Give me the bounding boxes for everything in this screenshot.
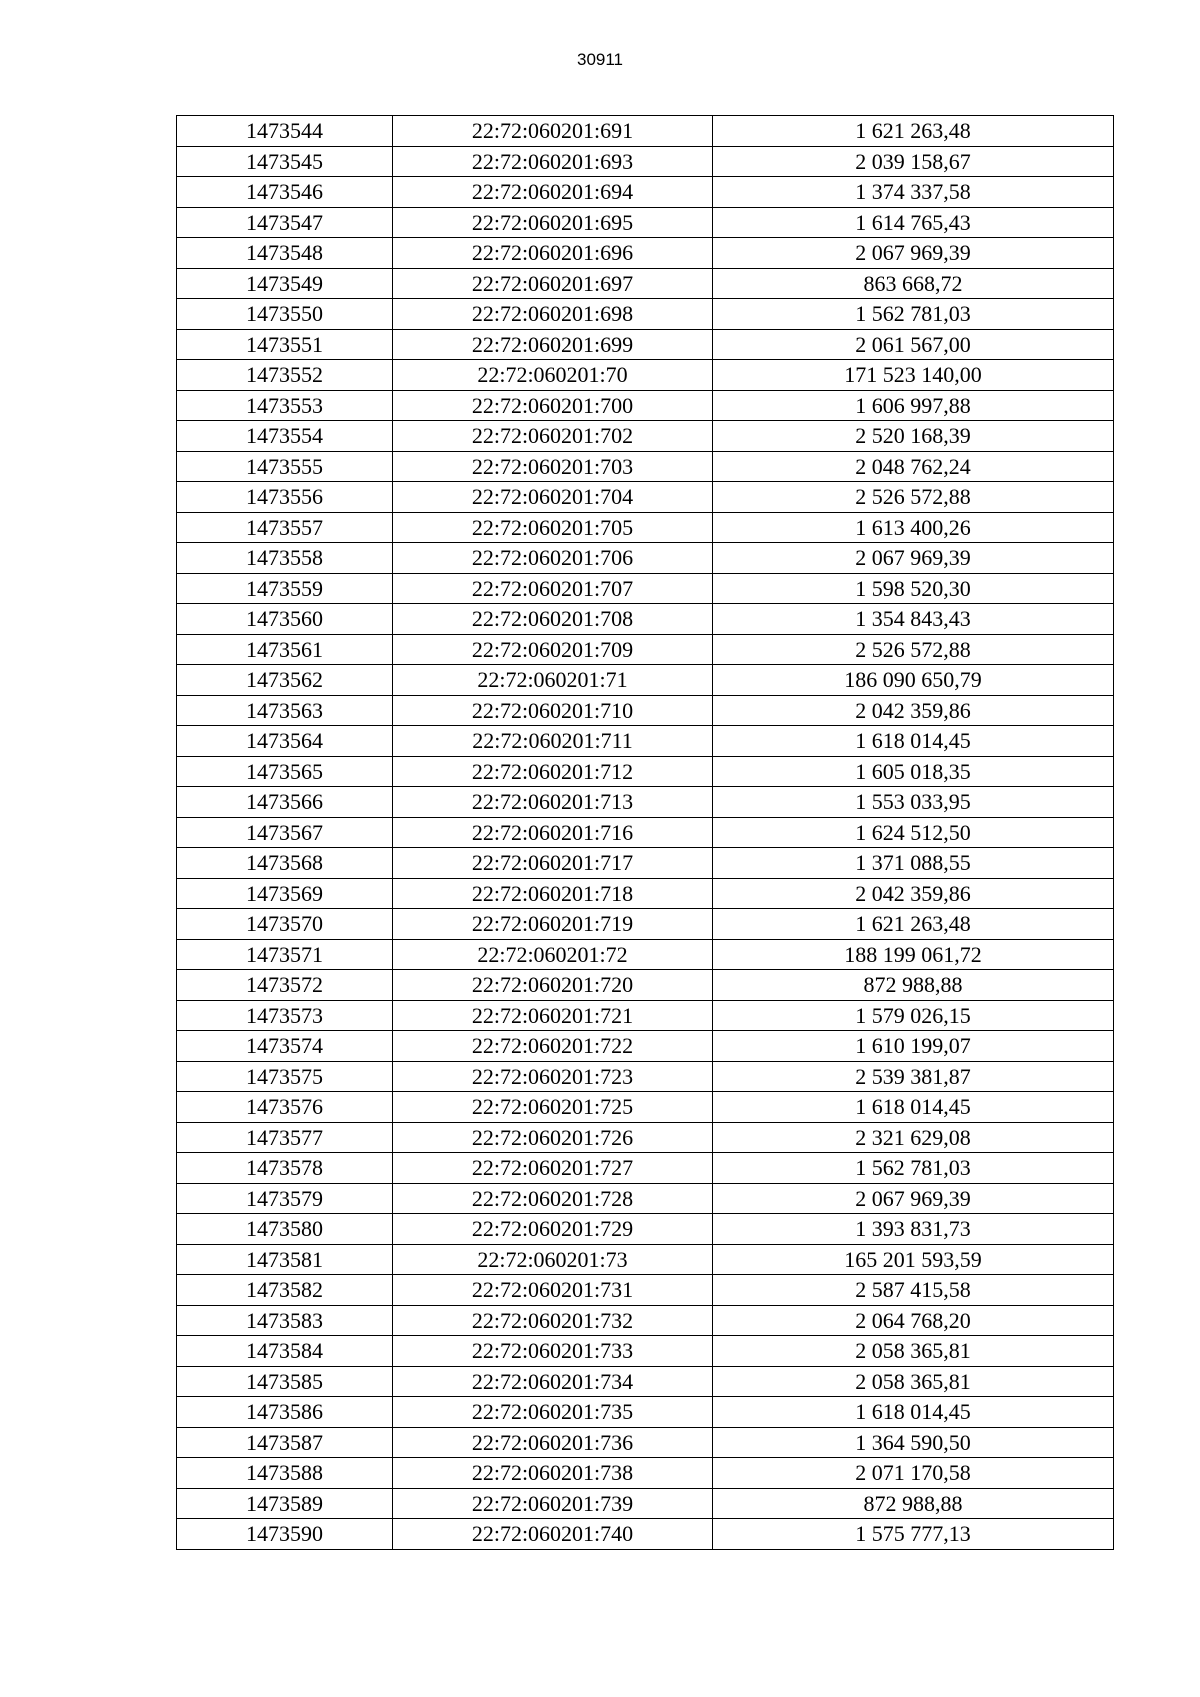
table-row [177,878,1114,909]
table-row [177,909,1114,940]
cadastral-number-cell: 22:72:060201:733 [393,1336,713,1367]
row-number-cell: 1473562 [177,665,393,696]
table-row [177,1305,1114,1336]
cadastral-value-cell: 2 048 762,24 [713,451,1114,482]
table-row [177,451,1114,482]
cadastral-value-cell: 863 668,72 [713,268,1114,299]
row-number-cell: 1473568 [177,848,393,879]
row-number-cell: 1473565 [177,756,393,787]
cadastral-number-cell: 22:72:060201:718 [393,878,713,909]
cadastral-value-cell: 1 364 590,50 [713,1427,1114,1458]
cadastral-value-cell: 1 610 199,07 [713,1031,1114,1062]
table-row [177,573,1114,604]
table-row [177,1153,1114,1184]
cadastral-value-cell: 171 523 140,00 [713,360,1114,391]
table-row [177,177,1114,208]
row-number-cell: 1473544 [177,116,393,147]
row-number-cell: 1473579 [177,1183,393,1214]
row-number-cell: 1473569 [177,878,393,909]
table-row [177,421,1114,452]
row-number-cell: 1473584 [177,1336,393,1367]
row-number-cell: 1473546 [177,177,393,208]
row-number-cell: 1473566 [177,787,393,818]
cadastral-value-cell: 2 539 381,87 [713,1061,1114,1092]
table-row [177,1183,1114,1214]
cadastral-number-cell: 22:72:060201:738 [393,1458,713,1489]
table-row [177,1061,1114,1092]
row-number-cell: 1473586 [177,1397,393,1428]
table-row [177,299,1114,330]
row-number-cell: 1473563 [177,695,393,726]
cadastral-number-cell: 22:72:060201:719 [393,909,713,940]
cadastral-value-cell: 1 618 014,45 [713,1092,1114,1123]
row-number-cell: 1473548 [177,238,393,269]
table-row [177,1366,1114,1397]
cadastral-value-cell: 1 374 337,58 [713,177,1114,208]
cadastral-value-cell: 2 526 572,88 [713,634,1114,665]
cadastral-number-cell: 22:72:060201:736 [393,1427,713,1458]
table-row [177,787,1114,818]
cadastral-value-cell: 1 613 400,26 [713,512,1114,543]
row-number-cell: 1473567 [177,817,393,848]
cadastral-number-cell: 22:72:060201:735 [393,1397,713,1428]
cadastral-number-cell: 22:72:060201:700 [393,390,713,421]
table-row [177,482,1114,513]
table-row [177,726,1114,757]
cadastral-value-cell: 2 042 359,86 [713,878,1114,909]
row-number-cell: 1473564 [177,726,393,757]
cadastral-value-cell: 1 562 781,03 [713,299,1114,330]
cadastral-value-cell: 2 587 415,58 [713,1275,1114,1306]
cadastral-number-cell: 22:72:060201:729 [393,1214,713,1245]
cadastral-value-cell: 1 621 263,48 [713,909,1114,940]
cadastral-number-cell: 22:72:060201:721 [393,1000,713,1031]
cadastral-value-cell: 186 090 650,79 [713,665,1114,696]
table-row [177,116,1114,147]
cadastral-number-cell: 22:72:060201:693 [393,146,713,177]
table-row [177,634,1114,665]
row-number-cell: 1473588 [177,1458,393,1489]
cadastral-number-cell: 22:72:060201:70 [393,360,713,391]
cadastral-value-cell: 1 621 263,48 [713,116,1114,147]
row-number-cell: 1473583 [177,1305,393,1336]
table-row [177,1336,1114,1367]
table-row [177,360,1114,391]
cadastral-value-cell: 2 064 768,20 [713,1305,1114,1336]
table-row [177,1397,1114,1428]
cadastral-number-cell: 22:72:060201:722 [393,1031,713,1062]
row-number-cell: 1473576 [177,1092,393,1123]
table-row [177,848,1114,879]
cadastral-number-cell: 22:72:060201:727 [393,1153,713,1184]
table-row [177,512,1114,543]
cadastral-value-cell: 872 988,88 [713,970,1114,1001]
cadastral-value-cell: 2 067 969,39 [713,238,1114,269]
row-number-cell: 1473572 [177,970,393,1001]
cadastral-value-cell: 2 067 969,39 [713,1183,1114,1214]
cadastral-number-cell: 22:72:060201:709 [393,634,713,665]
row-number-cell: 1473557 [177,512,393,543]
cadastral-number-cell: 22:72:060201:695 [393,207,713,238]
cadastral-number-cell: 22:72:060201:699 [393,329,713,360]
row-number-cell: 1473554 [177,421,393,452]
row-number-cell: 1473587 [177,1427,393,1458]
cadastral-value-cell: 2 061 567,00 [713,329,1114,360]
cadastral-value-cell: 188 199 061,72 [713,939,1114,970]
cadastral-number-cell: 22:72:060201:712 [393,756,713,787]
row-number-cell: 1473547 [177,207,393,238]
cadastral-value-cell: 1 371 088,55 [713,848,1114,879]
table-row [177,1092,1114,1123]
row-number-cell: 1473590 [177,1519,393,1550]
cadastral-number-cell: 22:72:060201:706 [393,543,713,574]
cadastral-number-cell: 22:72:060201:705 [393,512,713,543]
cadastral-number-cell: 22:72:060201:703 [393,451,713,482]
table-row [177,970,1114,1001]
cadastral-number-cell: 22:72:060201:711 [393,726,713,757]
cadastral-value-cell: 2 067 969,39 [713,543,1114,574]
cadastral-number-cell: 22:72:060201:717 [393,848,713,879]
row-number-cell: 1473578 [177,1153,393,1184]
cadastral-value-cell: 2 526 572,88 [713,482,1114,513]
table-row [177,207,1114,238]
cadastral-number-cell: 22:72:060201:704 [393,482,713,513]
cadastral-number-cell: 22:72:060201:732 [393,1305,713,1336]
row-number-cell: 1473580 [177,1214,393,1245]
row-number-cell: 1473556 [177,482,393,513]
cadastral-number-cell: 22:72:060201:734 [393,1366,713,1397]
table-row [177,1000,1114,1031]
cadastral-value-table [176,115,1114,1550]
row-number-cell: 1473573 [177,1000,393,1031]
table-body [177,116,1114,1550]
cadastral-number-cell: 22:72:060201:739 [393,1488,713,1519]
cadastral-number-cell: 22:72:060201:72 [393,939,713,970]
row-number-cell: 1473574 [177,1031,393,1062]
table-row [177,390,1114,421]
table-row [177,817,1114,848]
table-row [177,1427,1114,1458]
cadastral-number-cell: 22:72:060201:697 [393,268,713,299]
row-number-cell: 1473561 [177,634,393,665]
cadastral-number-cell: 22:72:060201:696 [393,238,713,269]
table-row [177,543,1114,574]
cadastral-value-cell: 2 058 365,81 [713,1336,1114,1367]
cadastral-number-cell: 22:72:060201:728 [393,1183,713,1214]
table-row [177,238,1114,269]
row-number-cell: 1473571 [177,939,393,970]
table-row [177,1519,1114,1550]
row-number-cell: 1473585 [177,1366,393,1397]
row-number-cell: 1473575 [177,1061,393,1092]
table-row [177,1458,1114,1489]
row-number-cell: 1473550 [177,299,393,330]
cadastral-value-cell: 2 321 629,08 [713,1122,1114,1153]
cadastral-value-cell: 1 618 014,45 [713,726,1114,757]
cadastral-value-cell: 1 618 014,45 [713,1397,1114,1428]
cadastral-value-cell: 2 071 170,58 [713,1458,1114,1489]
cadastral-number-cell: 22:72:060201:723 [393,1061,713,1092]
table-row [177,665,1114,696]
cadastral-value-cell: 1 393 831,73 [713,1214,1114,1245]
cadastral-number-cell: 22:72:060201:720 [393,970,713,1001]
row-number-cell: 1473570 [177,909,393,940]
table-row [177,604,1114,635]
row-number-cell: 1473577 [177,1122,393,1153]
cadastral-number-cell: 22:72:060201:694 [393,177,713,208]
cadastral-value-cell: 1 624 512,50 [713,817,1114,848]
row-number-cell: 1473558 [177,543,393,574]
row-number-cell: 1473555 [177,451,393,482]
table-row [177,756,1114,787]
row-number-cell: 1473582 [177,1275,393,1306]
cadastral-number-cell: 22:72:060201:73 [393,1244,713,1275]
row-number-cell: 1473549 [177,268,393,299]
cadastral-value-cell: 1 614 765,43 [713,207,1114,238]
row-number-cell: 1473581 [177,1244,393,1275]
cadastral-value-cell: 1 579 026,15 [713,1000,1114,1031]
row-number-cell: 1473545 [177,146,393,177]
table-row [177,1244,1114,1275]
cadastral-number-cell: 22:72:060201:725 [393,1092,713,1123]
cadastral-number-cell: 22:72:060201:707 [393,573,713,604]
row-number-cell: 1473589 [177,1488,393,1519]
cadastral-value-cell: 2 058 365,81 [713,1366,1114,1397]
cadastral-number-cell: 22:72:060201:710 [393,695,713,726]
cadastral-value-cell: 1 553 033,95 [713,787,1114,818]
cadastral-number-cell: 22:72:060201:731 [393,1275,713,1306]
cadastral-value-cell: 1 598 520,30 [713,573,1114,604]
row-number-cell: 1473559 [177,573,393,604]
table-row [177,329,1114,360]
cadastral-value-cell: 2 039 158,67 [713,146,1114,177]
cadastral-value-cell: 1 605 018,35 [713,756,1114,787]
table-row [177,1275,1114,1306]
table-row [177,1031,1114,1062]
cadastral-number-cell: 22:72:060201:708 [393,604,713,635]
cadastral-number-cell: 22:72:060201:713 [393,787,713,818]
page-number: 30911 [576,50,623,69]
cadastral-value-cell: 1 354 843,43 [713,604,1114,635]
cadastral-value-cell: 2 520 168,39 [713,421,1114,452]
cadastral-value-cell: 1 606 997,88 [713,390,1114,421]
row-number-cell: 1473551 [177,329,393,360]
cadastral-number-cell: 22:72:060201:698 [393,299,713,330]
cadastral-value-cell: 872 988,88 [713,1488,1114,1519]
table-row [177,1488,1114,1519]
row-number-cell: 1473553 [177,390,393,421]
cadastral-number-cell: 22:72:060201:702 [393,421,713,452]
table-row [177,695,1114,726]
table-row [177,146,1114,177]
cadastral-value-cell: 1 575 777,13 [713,1519,1114,1550]
cadastral-number-cell: 22:72:060201:726 [393,1122,713,1153]
cadastral-number-cell: 22:72:060201:691 [393,116,713,147]
table-row [177,268,1114,299]
cadastral-value-cell: 165 201 593,59 [713,1244,1114,1275]
cadastral-number-cell: 22:72:060201:716 [393,817,713,848]
cadastral-value-cell: 2 042 359,86 [713,695,1114,726]
row-number-cell: 1473552 [177,360,393,391]
row-number-cell: 1473560 [177,604,393,635]
table-row [177,1214,1114,1245]
cadastral-number-cell: 22:72:060201:71 [393,665,713,696]
cadastral-value-cell: 1 562 781,03 [713,1153,1114,1184]
table-row [177,939,1114,970]
table-row [177,1122,1114,1153]
cadastral-number-cell: 22:72:060201:740 [393,1519,713,1550]
